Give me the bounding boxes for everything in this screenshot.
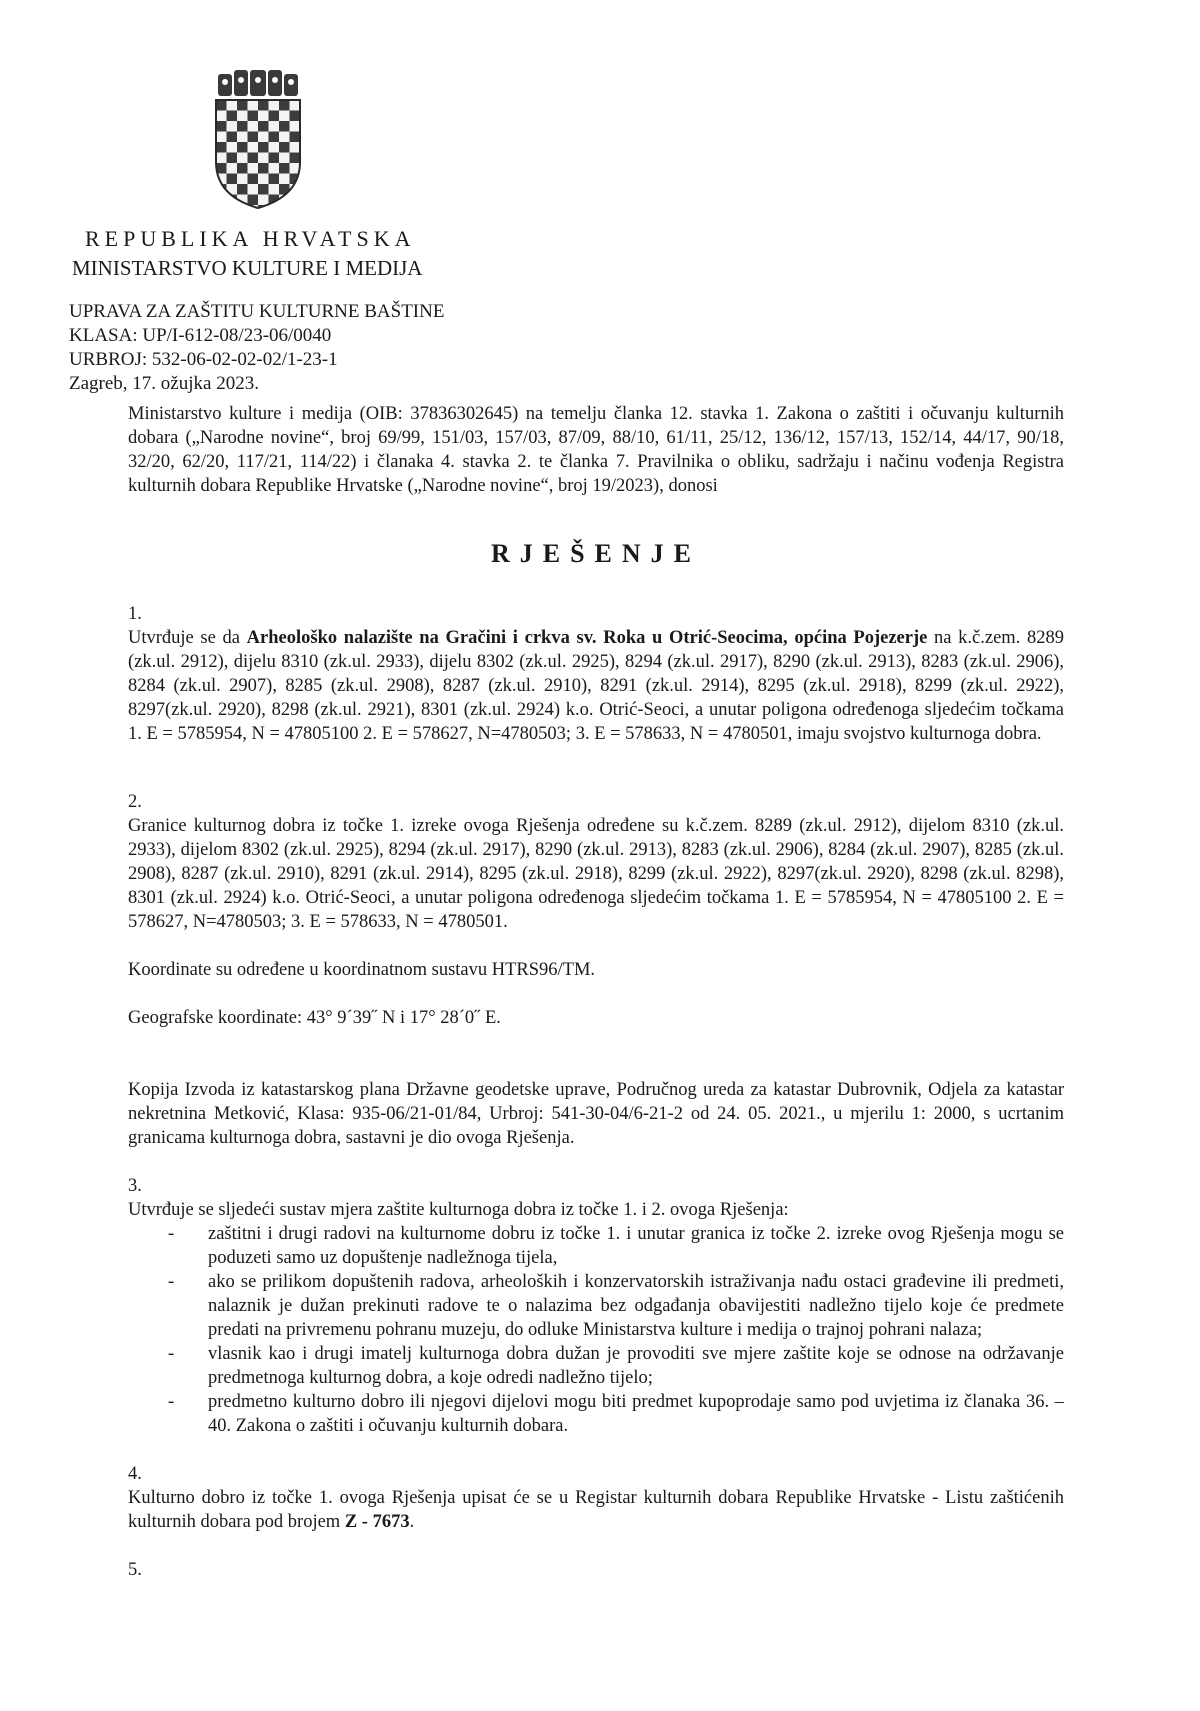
- coat-check: [237, 142, 248, 153]
- country-name: REPUBLIKA HRVATSKA: [85, 226, 416, 251]
- coat-check: [248, 153, 259, 164]
- section-2-text: Granice kulturnog dobra iz točke 1. izreke ovoga Rješenja određene su k.č.zem. 8289 (zk.ul. 2912), dijelom 8310 (zk.ul. 2933), dijelom 8302 (zk.ul. 2925), 8294 (zk.ul. 2917), 8290 (zk.ul. 2913), 8283 (zk.ul. 2906), 8284 (zk.ul. 2907), 8285 (zk.ul. 2908), 8287 (zk.ul. 2910), 8291 (zk.ul. 2914), 8295 (zk.ul. 2918), 8299 (zk.ul. 2922), 8297(zk.ul. 2920), 8298 (zk.ul. 8298), 8301 (zk.ul. 2924) k.o. Otrić-Seoci, a unutar poligona određenoga sljedećim točkama 1. E = 5785954, N = 47805100 2. E = 578627, N=4780503; 3. E = 578633, N = 4780501.: [128, 816, 1064, 932]
- decision-title: RJEŠENJE: [490, 539, 702, 568]
- coat-check: [269, 174, 280, 185]
- coat-check: [290, 111, 301, 122]
- coat-check: [216, 121, 227, 132]
- coat-check: [258, 100, 269, 111]
- intro-paragraph: Ministarstvo kulture i medija (OIB: 37836302645) na temelju članka 12. stavka 1. Zakona o zaštiti i očuvanju kulturnih dobara („Narodne novine“, broj 69/99, 151/03, 157/03, 87/09, 88/10, 61/11, 25/12, 136/12, 157/13, 152/14, 44/17, 90/18, 32/20, 62/20, 117/21, 114/22) i članaka 4. stavka 2. te članka 7. Pravilnika o obliku, sadržaju i načinu vođenja Registra kulturnih dobara Republike Hrvatske („Narodne novine“, broj 19/2023), donosi: [128, 404, 1064, 496]
- document-body: [128, 402, 1064, 1582]
- coat-check: [258, 184, 269, 195]
- coat-check: [227, 132, 238, 143]
- coat-check: [258, 142, 269, 153]
- list-item: - predmetno kulturno dobro ili njegovi dijelovi mogu biti predmet kupoprodaje samo pod uvjetima iz članaka 36. – 40. Zakona o zaštiti i očuvanju kulturnih dobara.: [128, 1390, 1064, 1438]
- section-1-post: na k.č.zem. 8289 (zk.ul. 2912), dijelu 8310 (zk.ul. 2933), dijelu 8302 (zk.ul. 2925), 8294 (zk.ul. 2917), 8290 (zk.ul. 2913), 8283 (zk.ul. 2906), 8284 (zk.ul. 2907), 8285 (zk.ul. 2908), 8287 (zk.ul. 2910), 8291 (zk.ul. 2914), 8295 (zk.ul. 2918), 8299 (zk.ul. 2922), 8297(zk.ul. 2920), 8298 (zk.ul. 2921), 8301 (zk.ul. 2924) k.o. Otrić-Seoci, a unutar poligona određenoga sljedećim točkama 1. E = 5785954, N = 47805100 2. E = 578627, N=4780503; 3. E = 578633, N = 4780501, imaju svojstvo kulturnoga dobra.: [128, 628, 1064, 744]
- section-number: 3.: [128, 1176, 142, 1196]
- coat-check: [248, 174, 259, 185]
- coat-check: [216, 142, 227, 153]
- place-date: Zagreb, 17. ožujka 2023.: [69, 373, 259, 394]
- coat-check: [248, 195, 259, 206]
- section-1-text: [128, 626, 1064, 746]
- directorate-name: UPRAVA ZA ZAŠTITU KULTURNE BAŠTINE: [69, 301, 445, 322]
- list-item: - zaštitni i drugi radovi na kulturnome dobru iz točke 1. i unutar granica iz točke 2. izreke ovog Rješenja mogu se poduzeti samo uz dopuštenje nadležnoga tijela,: [128, 1222, 1064, 1270]
- coat-check: [279, 205, 290, 210]
- section-2: [128, 790, 1064, 1150]
- section-4-post: .: [409, 1512, 415, 1532]
- coat-check: [237, 163, 248, 174]
- section-3-lead: Utvrđuje se sljedeći sustav mjera zaštite kulturnoga dobra iz točke 1. i 2. ovoga Rješenja:: [128, 1200, 789, 1220]
- coat-check: [269, 153, 280, 164]
- coat-crown: [218, 70, 298, 96]
- coat-check: [216, 205, 227, 210]
- heritage-site-name: Arheološko nalazište na Gračini i crkva sv. Roka u Otrić-Seocima, općina Pojezerje: [246, 628, 928, 648]
- coat-check: [237, 121, 248, 132]
- geographic-coordinates: Geografske koordinate: 43° 9´39˝ N i 17° 28´0˝ E.: [128, 1008, 501, 1028]
- coat-check: [248, 132, 259, 143]
- coat-check: [258, 121, 269, 132]
- coat-check: [258, 163, 269, 174]
- section-4-pre: Kulturno dobro iz točke 1. ovoga Rješenja upisat će se u Registar kulturnih dobara Republike Hrvatske - Listu zaštićenih kulturnih dobara pod brojem: [128, 1488, 1064, 1532]
- coat-check: [227, 153, 238, 164]
- coat-check: [279, 142, 290, 153]
- coat-check: [237, 100, 248, 111]
- section-4-text: [128, 1486, 1064, 1534]
- coat-check: [269, 132, 280, 143]
- list-item: - ako se prilikom dopuštenih radova, arheoloških i konzervatorskih istraživanja nađu ostaci građevine ili predmeti, nalaznik je dužan prekinuti radove te o nalazima bez odgađanja obavijestiti nadležno tijelo koje će predmete predati na privremenu pohranu muzeju, do odluke Ministarstva kulture i medija o trajnoj pohrani nalaza;: [128, 1270, 1064, 1342]
- ministry-name: MINISTARSTVO KULTURE I MEDIJA: [72, 256, 423, 280]
- coat-check: [237, 205, 248, 210]
- register-number: Z - 7673: [344, 1512, 410, 1532]
- section-number: 4.: [128, 1464, 142, 1484]
- coat-check: [290, 153, 301, 164]
- coat-check: [227, 174, 238, 185]
- list-item: - vlasnik kao i drugi imatelj kulturnoga dobra dužan je provoditi sve mjere zaštite koje se odnose na održavanje predmetnoga kulturnog dobra, a koje odredi nadležno tijelo;: [128, 1342, 1064, 1390]
- coat-check: [279, 163, 290, 174]
- protection-measures-list: [128, 1222, 1064, 1438]
- coat-check: [279, 100, 290, 111]
- klasa-number: KLASA: UP/I-612-08/23-06/0040: [69, 325, 332, 346]
- section-5: [128, 1558, 1064, 1582]
- coat-check: [248, 111, 259, 122]
- section-number: 1.: [128, 604, 142, 624]
- cadastre-paragraph: Kopija Izvoda iz katastarskog plana Državne geodetske uprave, Područnog ureda za katastar Dubrovnik, Odjela za katastar nekretnina Metković, Klasa: 935-06/21-01/84, Urbroj: 541-30-04/6-21-2 od 24. 05. 2021., u mjerilu 1: 2000, s ucrtanim granicama kulturnoga dobra, sastavni je dio ovoga Rješenja.: [128, 1080, 1064, 1148]
- section-1-pre: Utvrđuje se da: [128, 628, 247, 648]
- coat-check: [237, 184, 248, 195]
- document-meta: [69, 300, 444, 396]
- section-number: 2.: [128, 792, 142, 812]
- coordinate-system: Koordinate su određene u koordinatnom sustavu HTRS96/TM.: [128, 960, 596, 980]
- section-4: [128, 1462, 1064, 1534]
- coat-check: [279, 121, 290, 132]
- section-3: [128, 1174, 1064, 1438]
- coat-check: [269, 111, 280, 122]
- coat-check: [290, 132, 301, 143]
- coat-check: [290, 195, 301, 206]
- croatian-coat-of-arms-icon: [212, 70, 304, 210]
- section-1: [128, 602, 1064, 746]
- coat-check: [216, 100, 227, 111]
- urbroj-number: URBROJ: 532-06-02-02-02/1-23-1: [69, 349, 338, 370]
- section-number: 5.: [128, 1560, 142, 1580]
- coat-check: [227, 111, 238, 122]
